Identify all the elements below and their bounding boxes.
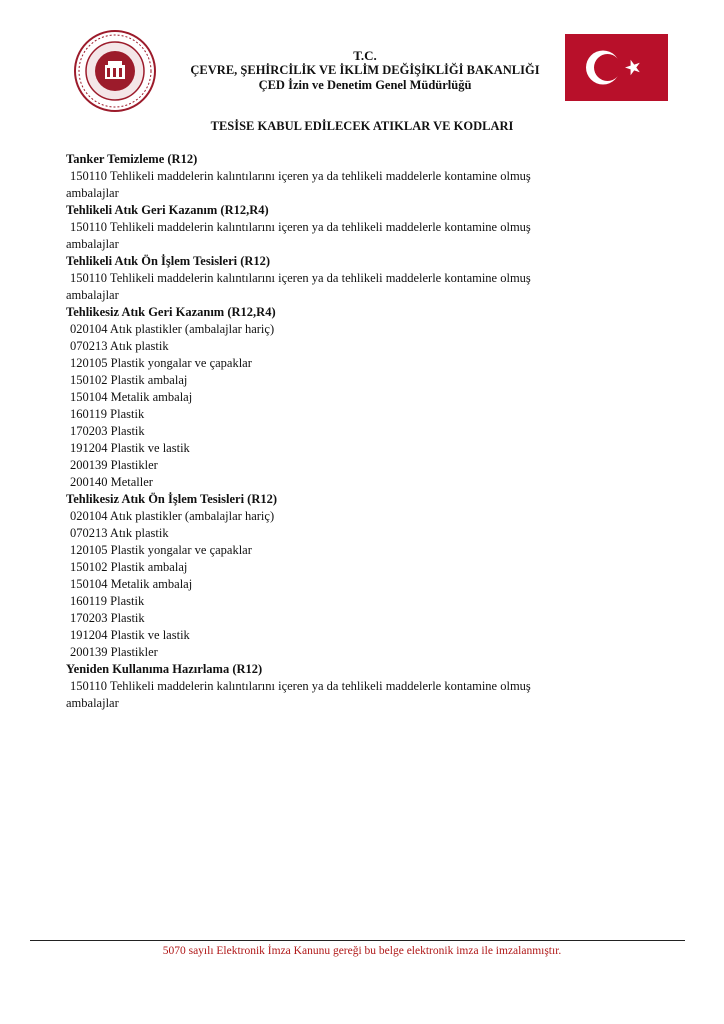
waste-section — [66, 304, 626, 491]
waste-code-item: 150104 Metalik ambalaj — [70, 577, 193, 591]
waste-code-item: 160119 Plastik — [70, 407, 145, 421]
waste-code-item: ambalajlar — [66, 186, 119, 200]
waste-code-item: ambalajlar — [66, 237, 119, 251]
waste-code-item: 150110 Tehlikeli maddelerin kalıntılarını içeren ya da tehlikeli maddelerle kontamine olmuş — [70, 220, 531, 234]
waste-code-item: 150110 Tehlikeli maddelerin kalıntılarını içeren ya da tehlikeli maddelerle kontamine olmuş — [70, 679, 531, 693]
waste-code-item: ambalajlar — [66, 288, 119, 302]
waste-code-item: 170203 Plastik — [70, 611, 145, 625]
document-title: TESİSE KABUL EDİLECEK ATIKLAR VE KODLARI — [210, 119, 514, 133]
waste-code-item: ambalajlar — [66, 696, 119, 710]
section-title: Tehlikeli Atık Geri Kazanım (R12,R4) — [66, 203, 269, 217]
waste-code-item: 150102 Plastik ambalaj — [70, 373, 188, 387]
waste-code-item: 150110 Tehlikeli maddelerin kalıntılarını içeren ya da tehlikeli maddelerle kontamine olmuş — [70, 169, 531, 183]
waste-code-item: 191204 Plastik ve lastik — [70, 441, 190, 455]
section-title: Tanker Temizleme (R12) — [66, 152, 198, 166]
waste-code-item: 200140 Metaller — [70, 475, 153, 489]
waste-code-item: 160119 Plastik — [70, 594, 145, 608]
waste-code-item: 170203 Plastik — [70, 424, 145, 438]
waste-section — [66, 253, 626, 304]
section-title: Tehlikesiz Atık Ön İşlem Tesisleri (R12) — [66, 492, 278, 506]
waste-section — [66, 151, 626, 202]
directorate-name: ÇED İzin ve Denetim Genel Müdürlüğü — [258, 78, 472, 92]
waste-section — [66, 661, 626, 712]
waste-code-item: 070213 Atık plastik — [70, 339, 169, 353]
waste-code-item: 020104 Atık plastikler (ambalajlar hariç) — [70, 322, 275, 336]
waste-code-item: 120105 Plastik yongalar ve çapaklar — [70, 543, 252, 557]
ministry-seal-icon — [74, 30, 156, 112]
waste-code-item: 200139 Plastikler — [70, 645, 158, 659]
footer-divider — [30, 940, 685, 941]
waste-code-item: 070213 Atık plastik — [70, 526, 169, 540]
waste-section — [66, 491, 626, 661]
waste-code-item: 200139 Plastikler — [70, 458, 158, 472]
letterhead — [160, 48, 570, 93]
e-signature-notice: 5070 sayılı Elektronik İmza Kanunu gereği bu belge elektronik imza ile imzalanmıştır. — [162, 945, 562, 957]
waste-code-item: 150110 Tehlikeli maddelerin kalıntılarını içeren ya da tehlikeli maddelerle kontamine olmuş — [70, 271, 531, 285]
header-line-1: T.C. — [353, 48, 377, 63]
turkish-flag-icon — [565, 34, 668, 101]
section-title: Tehlikesiz Atık Geri Kazanım (R12,R4) — [66, 305, 276, 319]
waste-section — [66, 202, 626, 253]
waste-code-item: 191204 Plastik ve lastik — [70, 628, 190, 642]
waste-code-item: 120105 Plastik yongalar ve çapaklar — [70, 356, 252, 370]
waste-code-item: 020104 Atık plastikler (ambalajlar hariç) — [70, 509, 275, 523]
ministry-name: ÇEVRE, ŞEHİRCİLİK VE İKLİM DEĞİŞİKLİĞİ BAKANLIĞI — [190, 63, 540, 77]
waste-code-list — [66, 151, 626, 712]
waste-code-item: 150102 Plastik ambalaj — [70, 560, 188, 574]
waste-code-item: 150104 Metalik ambalaj — [70, 390, 193, 404]
section-title: Tehlikeli Atık Ön İşlem Tesisleri (R12) — [66, 254, 271, 268]
section-title: Yeniden Kullanıma Hazırlama (R12) — [66, 662, 263, 676]
